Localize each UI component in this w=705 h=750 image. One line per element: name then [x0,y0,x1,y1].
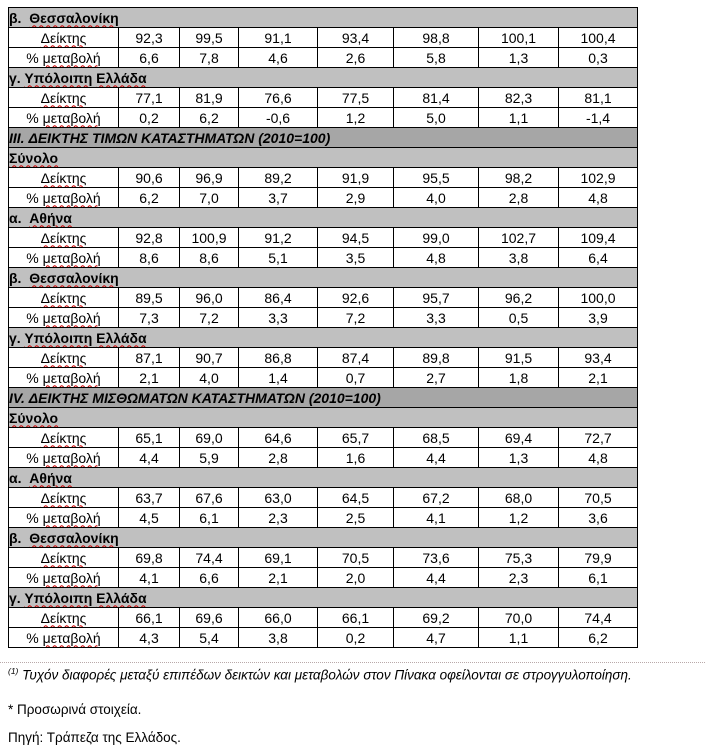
value-cell: 6,2 [559,628,638,648]
row-label [9,228,119,248]
index-row [9,228,638,248]
value-cell: 69,6 [180,608,239,628]
misspelled-word: μεταβολή [42,309,101,326]
text-part: β. [9,269,30,286]
indices-table [8,7,638,648]
change-row [9,248,638,268]
row-label [9,548,119,568]
value-cell: 1,1 [479,628,559,648]
value-cell: 70,0 [479,608,559,628]
index-row [9,488,638,508]
value-cell: 1,3 [479,448,559,468]
misspelled-word: Δείκτης [40,169,87,186]
misspelled-word: Δείκτης [40,89,87,106]
value-cell: 79,9 [559,548,638,568]
misspelled-word: Υπόλοιπη [24,589,93,606]
value-cell: 7,2 [180,308,239,328]
value-cell: 3,7 [239,188,318,208]
misspelled-word: Δείκτης [40,549,87,566]
group-header-row [9,468,638,488]
group-header-row [9,8,638,28]
value-cell: 91,1 [239,28,318,48]
index-row [9,28,638,48]
value-cell: 89,5 [119,288,180,308]
value-cell: 2,3 [239,508,318,528]
group-header [9,268,638,288]
footnote-marker: (1) [8,666,19,676]
value-cell: 66,1 [119,608,180,628]
value-cell: 4,4 [119,448,180,468]
section-header-row [9,388,638,408]
value-cell: 92,6 [318,288,394,308]
value-cell: -0,6 [239,108,318,128]
row-label [9,88,119,108]
section-header: III. ΔΕΙΚΤΗΣ ΤΙΜΩΝ ΚΑΤΑΣΤΗΜΑΤΩΝ (2010=100) [9,128,638,148]
row-label [9,488,119,508]
value-cell: 4,5 [119,508,180,528]
group-header [9,148,638,168]
index-row [9,608,638,628]
value-cell: 89,2 [239,168,318,188]
value-cell: 77,1 [119,88,180,108]
group-header [9,8,638,28]
value-cell: 66,0 [239,608,318,628]
row-label [9,188,119,208]
value-cell: 68,0 [479,488,559,508]
value-cell: 64,5 [318,488,394,508]
value-cell: 68,5 [394,428,479,448]
value-cell: 6,6 [119,48,180,68]
value-cell: 67,2 [394,488,479,508]
row-label [9,628,119,648]
value-cell: 69,0 [180,428,239,448]
row-label [9,308,119,328]
text-part: β. [9,529,30,546]
value-cell: 75,3 [479,548,559,568]
footnote-rounding-text: Τυχόν διαφορές μεταξύ επιπέδων δεικτών και μεταβολών στον Πίνακα οφείλονται σε στρογγυλοποίηση. [18,667,632,683]
misspelled-word: Θεσσαλονίκη [29,269,119,286]
misspelled-word: Ελλάδα [96,589,147,606]
text-part: % [26,109,43,126]
misspelled-word: Σύνολο [9,149,59,166]
value-cell: 1,4 [239,368,318,388]
value-cell: 2,0 [318,568,394,588]
text-part: % [26,49,43,66]
value-cell: 69,4 [479,428,559,448]
value-cell: 4,0 [394,188,479,208]
value-cell: 4,1 [394,508,479,528]
change-row [9,508,638,528]
group-header [9,328,638,348]
value-cell: 102,7 [479,228,559,248]
value-cell: 6,1 [180,508,239,528]
value-cell: 3,3 [394,308,479,328]
value-cell: 72,7 [559,428,638,448]
value-cell: 91,2 [239,228,318,248]
value-cell: 2,7 [394,368,479,388]
value-cell: 4,0 [180,368,239,388]
value-cell: 8,6 [119,248,180,268]
value-cell: 4,4 [394,568,479,588]
row-label [9,428,119,448]
value-cell: 102,9 [559,168,638,188]
value-cell: 82,3 [479,88,559,108]
value-cell: 3,6 [559,508,638,528]
indices-table-body [9,8,638,648]
value-cell: 3,9 [559,308,638,328]
value-cell: 1,8 [479,368,559,388]
row-label [9,108,119,128]
value-cell: 100,1 [479,28,559,48]
value-cell: -1,4 [559,108,638,128]
text-part: β. [9,9,30,26]
change-row [9,448,638,468]
index-row [9,348,638,368]
row-label [9,448,119,468]
misspelled-word: Υπόλοιπη [24,69,93,86]
value-cell: 96,9 [180,168,239,188]
value-cell: 2,1 [119,368,180,388]
index-row [9,428,638,448]
value-cell: 2,5 [318,508,394,528]
misspelled-word: μεταβολή [42,569,101,586]
misspelled-word: μεταβολή [42,109,101,126]
value-cell: 87,1 [119,348,180,368]
row-label [9,288,119,308]
group-header [9,468,638,488]
text-part: γ. [9,329,25,346]
group-header-row [9,588,638,608]
value-cell: 93,4 [318,28,394,48]
value-cell: 109,4 [559,228,638,248]
value-cell: 1,2 [318,108,394,128]
value-cell: 74,4 [559,608,638,628]
value-cell: 69,8 [119,548,180,568]
value-cell: 99,5 [180,28,239,48]
value-cell: 5,9 [180,448,239,468]
value-cell: 64,6 [239,428,318,448]
value-cell: 6,6 [180,568,239,588]
value-cell: 96,0 [180,288,239,308]
value-cell: 81,9 [180,88,239,108]
value-cell: 2,3 [479,568,559,588]
value-cell: 5,4 [180,628,239,648]
value-cell: 63,7 [119,488,180,508]
footnote-source: Πηγή: Τράπεζα της Ελλάδος. [8,730,181,745]
row-label [9,48,119,68]
text-part: % [26,249,43,266]
value-cell: 6,1 [559,568,638,588]
misspelled-word: μεταβολή [42,189,101,206]
value-cell: 87,4 [318,348,394,368]
text-part: α. [9,469,30,486]
value-cell: 7,3 [119,308,180,328]
value-cell: 1,1 [479,108,559,128]
value-cell: 95,5 [394,168,479,188]
footnote-rounding [8,666,632,683]
value-cell: 95,7 [394,288,479,308]
misspelled-word: Δείκτης [40,429,87,446]
group-header-row [9,68,638,88]
misspelled-word: μεταβολή [42,629,101,646]
value-cell: 69,1 [239,548,318,568]
value-cell: 99,0 [394,228,479,248]
group-header-row [9,268,638,288]
value-cell: 90,7 [180,348,239,368]
value-cell: 5,0 [394,108,479,128]
group-header [9,588,638,608]
row-label [9,168,119,188]
index-row [9,288,638,308]
value-cell: 66,1 [318,608,394,628]
section-break-divider [0,662,705,663]
value-cell: 5,8 [394,48,479,68]
value-cell: 98,2 [479,168,559,188]
text-part: % [26,569,43,586]
value-cell: 92,8 [119,228,180,248]
value-cell: 100,4 [559,28,638,48]
value-cell: 65,7 [318,428,394,448]
change-row [9,308,638,328]
group-header-row [9,328,638,348]
value-cell: 3,8 [479,248,559,268]
value-cell: 2,1 [239,568,318,588]
value-cell: 2,1 [559,368,638,388]
text-part: γ. [9,69,25,86]
group-header-row [9,528,638,548]
value-cell: 63,0 [239,488,318,508]
value-cell: 91,5 [479,348,559,368]
group-header [9,528,638,548]
value-cell: 4,1 [119,568,180,588]
index-row [9,88,638,108]
misspelled-word: Αθήνα [29,469,72,486]
misspelled-word: Δείκτης [40,289,87,306]
value-cell: 92,3 [119,28,180,48]
misspelled-word: Ελλάδα [96,329,147,346]
change-row [9,48,638,68]
value-cell: 1,2 [479,508,559,528]
value-cell: 91,9 [318,168,394,188]
section-header-row [9,128,638,148]
group-header-row [9,208,638,228]
value-cell: 3,8 [239,628,318,648]
value-cell: 0,5 [479,308,559,328]
value-cell: 7,8 [180,48,239,68]
misspelled-word: μεταβολή [42,449,101,466]
value-cell: 4,8 [394,248,479,268]
change-row [9,568,638,588]
row-label [9,608,119,628]
value-cell: 94,5 [318,228,394,248]
text-part: % [26,189,43,206]
misspelled-word: Αθήνα [29,209,72,226]
value-cell: 67,6 [180,488,239,508]
text-part: γ. [9,589,25,606]
value-cell: 0,2 [119,108,180,128]
misspelled-word: Δείκτης [40,349,87,366]
value-cell: 6,2 [180,108,239,128]
value-cell: 2,8 [239,448,318,468]
value-cell: 7,2 [318,308,394,328]
misspelled-word: μεταβολή [42,369,101,386]
section-header: IV. ΔΕΙΚΤΗΣ ΜΙΣΘΩΜΑΤΩΝ ΚΑΤΑΣΤΗΜΑΤΩΝ (2010=100) [9,388,638,408]
value-cell: 70,5 [559,488,638,508]
row-label [9,28,119,48]
value-cell: 70,5 [318,548,394,568]
value-cell: 3,3 [239,308,318,328]
misspelled-word: Σύνολο [9,409,59,426]
misspelled-word: μεταβολή [42,49,101,66]
footnote-provisional: * Προσωρινά στοιχεία. [8,702,142,717]
misspelled-word: Θεσσαλονίκη [29,9,119,26]
group-header-row [9,408,638,428]
value-cell: 0,2 [318,628,394,648]
value-cell: 100,9 [180,228,239,248]
text-part: % [26,369,43,386]
value-cell: 93,4 [559,348,638,368]
misspelled-word: Ελλάδα [96,69,147,86]
value-cell: 5,1 [239,248,318,268]
value-cell: 7,0 [180,188,239,208]
row-label [9,568,119,588]
value-cell: 90,6 [119,168,180,188]
value-cell: 77,5 [318,88,394,108]
value-cell: 8,6 [180,248,239,268]
misspelled-word: Δείκτης [40,609,87,626]
value-cell: 86,8 [239,348,318,368]
value-cell: 3,5 [318,248,394,268]
value-cell: 98,8 [394,28,479,48]
group-header [9,408,638,428]
change-row [9,628,638,648]
value-cell: 1,6 [318,448,394,468]
misspelled-word: μεταβολή [42,509,101,526]
value-cell: 2,8 [479,188,559,208]
row-label [9,368,119,388]
value-cell: 6,4 [559,248,638,268]
group-header [9,208,638,228]
misspelled-word: Θεσσαλονίκη [29,529,119,546]
misspelled-word: Δείκτης [40,29,87,46]
text-part: % [26,449,43,466]
text-part: % [26,309,43,326]
value-cell: 0,7 [318,368,394,388]
misspelled-word: Δείκτης [40,489,87,506]
value-cell: 0,3 [559,48,638,68]
value-cell: 86,4 [239,288,318,308]
value-cell: 89,8 [394,348,479,368]
text-part: % [26,509,43,526]
text-part: α. [9,209,30,226]
value-cell: 100,0 [559,288,638,308]
value-cell: 4,3 [119,628,180,648]
text-part: % [26,629,43,646]
value-cell: 81,1 [559,88,638,108]
group-header [9,68,638,88]
misspelled-word: μεταβολή [42,249,101,266]
value-cell: 74,4 [180,548,239,568]
row-label [9,508,119,528]
group-header-row [9,148,638,168]
value-cell: 73,6 [394,548,479,568]
value-cell: 4,8 [559,188,638,208]
index-row [9,548,638,568]
value-cell: 6,2 [119,188,180,208]
change-row [9,188,638,208]
value-cell: 96,2 [479,288,559,308]
value-cell: 4,4 [394,448,479,468]
index-row [9,168,638,188]
change-row [9,368,638,388]
value-cell: 4,7 [394,628,479,648]
value-cell: 65,1 [119,428,180,448]
row-label [9,348,119,368]
value-cell: 4,6 [239,48,318,68]
change-row [9,108,638,128]
row-label [9,248,119,268]
value-cell: 69,2 [394,608,479,628]
value-cell: 4,8 [559,448,638,468]
value-cell: 76,6 [239,88,318,108]
value-cell: 1,3 [479,48,559,68]
value-cell: 2,9 [318,188,394,208]
value-cell: 81,4 [394,88,479,108]
misspelled-word: Δείκτης [40,229,87,246]
misspelled-word: Υπόλοιπη [24,329,93,346]
value-cell: 2,6 [318,48,394,68]
